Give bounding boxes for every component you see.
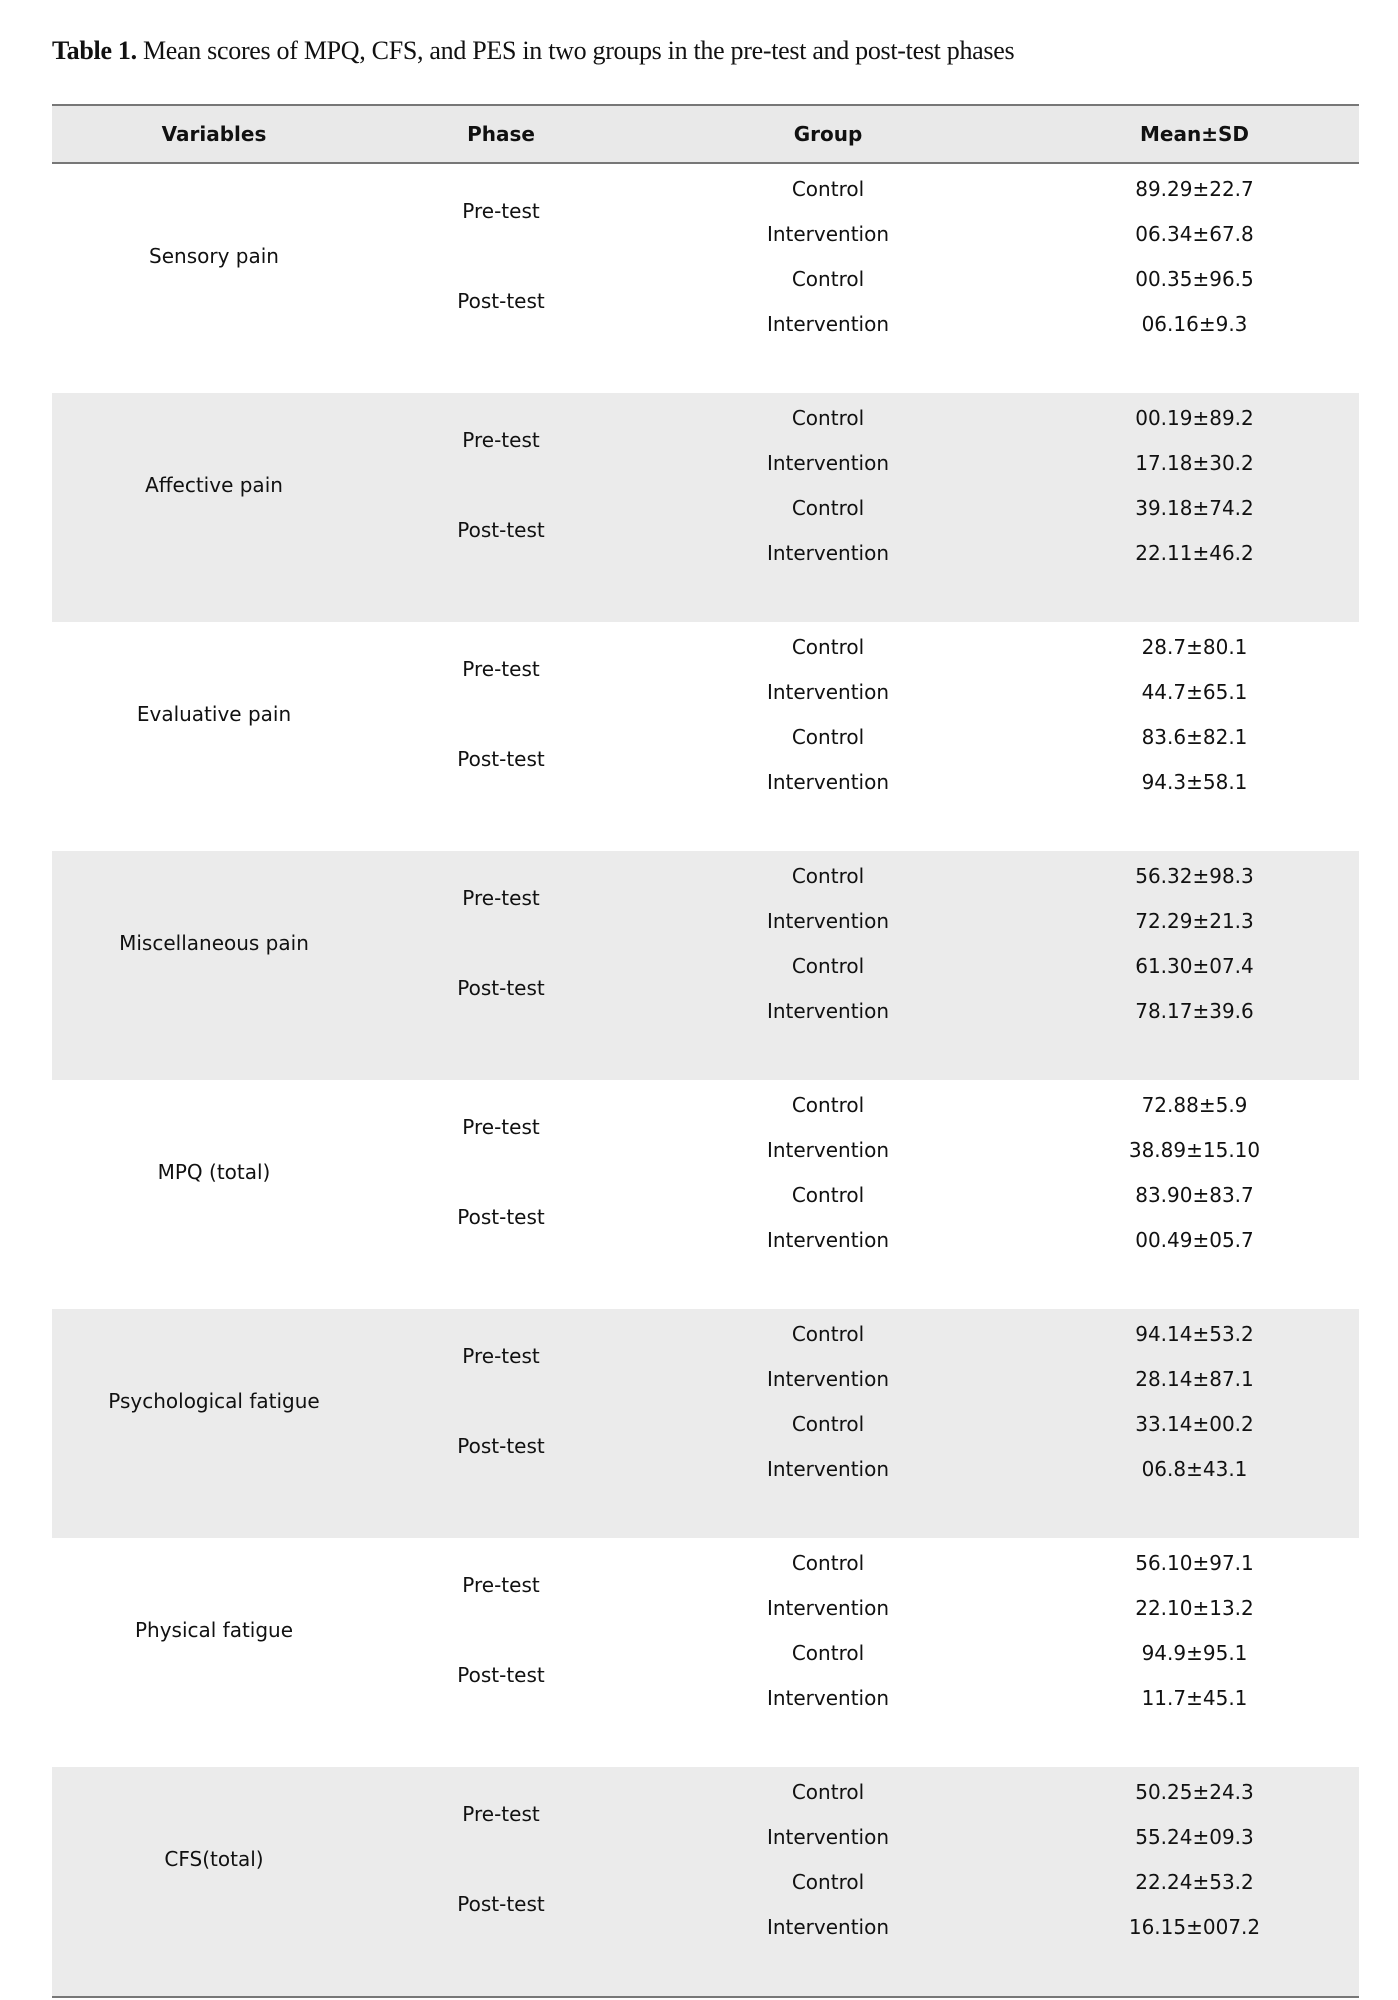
mean-sd-cell: 00.49±05.7 — [1135, 1228, 1254, 1252]
group-cell: Control — [791, 1093, 865, 1117]
table-row-group — [52, 1767, 1359, 1996]
mean-sd-cell: 94.14±53.2 — [1135, 1322, 1254, 1346]
mean-sd-cell: 17.18±30.2 — [1135, 451, 1254, 475]
table-row-group — [52, 164, 1359, 393]
group-cell: Intervention — [766, 999, 890, 1023]
mean-sd-cell: 39.18±74.2 — [1135, 496, 1254, 520]
mean-sd-cell: 50.25±24.3 — [1135, 1780, 1254, 1804]
table-row-group — [52, 1309, 1359, 1538]
mean-sd-cell: 72.29±21.3 — [1135, 909, 1254, 933]
group-cell: Intervention — [766, 1367, 890, 1391]
phase-cell: Post-test — [457, 289, 545, 313]
table-bottom-rule — [52, 1996, 1359, 1998]
variable-cell: Physical fatigue — [134, 1618, 294, 1642]
mean-sd-cell: 11.7±45.1 — [1141, 1686, 1248, 1710]
group-cell: Control — [791, 1870, 865, 1894]
group-cell: Control — [791, 725, 865, 749]
group-cell: Intervention — [766, 451, 890, 475]
table-header — [52, 104, 1359, 164]
phase-cell: Post-test — [457, 976, 545, 1000]
variable-cell: CFS(total) — [164, 1847, 264, 1871]
phase-cell: Post-test — [457, 1663, 545, 1687]
group-cell: Control — [791, 954, 865, 978]
phase-cell: Pre-test — [462, 1115, 540, 1139]
variable-cell: Affective pain — [145, 473, 283, 497]
variable-cell: MPQ (total) — [157, 1160, 271, 1184]
mean-sd-cell: 28.14±87.1 — [1135, 1367, 1254, 1391]
phase-cell: Pre-test — [462, 657, 540, 681]
variable-cell: Evaluative pain — [136, 702, 292, 726]
header-mean-sd: Mean±SD — [1140, 122, 1249, 146]
mean-sd-cell: 06.16±9.3 — [1141, 312, 1248, 336]
group-cell: Control — [791, 1412, 865, 1436]
header-group: Group — [793, 122, 863, 146]
group-cell: Intervention — [766, 770, 890, 794]
phase-cell: Pre-test — [462, 886, 540, 910]
group-cell: Intervention — [766, 312, 890, 336]
phase-cell: Pre-test — [462, 428, 540, 452]
mean-sd-cell: 00.35±96.5 — [1135, 267, 1254, 291]
table-row-group — [52, 1538, 1359, 1767]
group-cell: Intervention — [766, 1228, 890, 1252]
variable-cell: Sensory pain — [149, 244, 279, 268]
header-phase: Phase — [467, 122, 535, 146]
results-table — [52, 104, 1359, 1998]
phase-cell: Pre-test — [462, 1344, 540, 1368]
mean-sd-cell: 00.19±89.2 — [1135, 406, 1254, 430]
mean-sd-cell: 78.17±39.6 — [1135, 999, 1254, 1023]
phase-cell: Post-test — [457, 518, 545, 542]
table-row-group — [52, 393, 1359, 622]
group-cell: Control — [791, 864, 865, 888]
phase-cell: Pre-test — [462, 199, 540, 223]
phase-cell: Post-test — [457, 747, 545, 771]
group-cell: Intervention — [766, 1457, 890, 1481]
mean-sd-cell: 28.7±80.1 — [1141, 635, 1248, 659]
mean-sd-cell: 38.89±15.10 — [1128, 1138, 1261, 1162]
variable-cell: Psychological fatigue — [108, 1389, 320, 1413]
group-cell: Intervention — [766, 222, 890, 246]
mean-sd-cell: 22.11±46.2 — [1135, 541, 1254, 565]
group-cell: Control — [791, 1551, 865, 1575]
mean-sd-cell: 55.24±09.3 — [1135, 1825, 1254, 1849]
phase-cell: Pre-test — [462, 1573, 540, 1597]
mean-sd-cell: 56.10±97.1 — [1135, 1551, 1254, 1575]
group-cell: Intervention — [766, 909, 890, 933]
phase-cell: Post-test — [457, 1434, 545, 1458]
table-body — [52, 164, 1359, 1996]
mean-sd-cell: 83.90±83.7 — [1135, 1183, 1254, 1207]
group-cell: Intervention — [766, 680, 890, 704]
mean-sd-cell: 72.88±5.9 — [1141, 1093, 1248, 1117]
group-cell: Control — [791, 1183, 865, 1207]
group-cell: Control — [791, 1641, 865, 1665]
mean-sd-cell: 94.9±95.1 — [1141, 1641, 1248, 1665]
group-cell: Control — [791, 406, 865, 430]
group-cell: Control — [791, 635, 865, 659]
group-cell: Intervention — [766, 541, 890, 565]
group-cell: Intervention — [766, 1686, 890, 1710]
mean-sd-cell: 06.8±43.1 — [1141, 1457, 1248, 1481]
mean-sd-cell: 56.32±98.3 — [1135, 864, 1254, 888]
table-caption-label: Table 1. — [52, 36, 137, 65]
group-cell: Intervention — [766, 1825, 890, 1849]
mean-sd-cell: 33.14±00.2 — [1135, 1412, 1254, 1436]
group-cell: Intervention — [766, 1596, 890, 1620]
phase-cell: Post-test — [457, 1892, 545, 1916]
group-cell: Control — [791, 177, 865, 201]
table-caption-text: Mean scores of MPQ, CFS, and PES in two groups in the pre-test and post-test phases — [136, 36, 1015, 65]
group-cell: Control — [791, 496, 865, 520]
group-cell: Control — [791, 1780, 865, 1804]
table-caption — [52, 36, 1014, 66]
phase-cell: Pre-test — [462, 1802, 540, 1826]
table-row-group — [52, 1080, 1359, 1309]
mean-sd-cell: 83.6±82.1 — [1141, 725, 1248, 749]
group-cell: Control — [791, 267, 865, 291]
group-cell: Intervention — [766, 1915, 890, 1939]
mean-sd-cell: 16.15±007.2 — [1128, 1915, 1261, 1939]
mean-sd-cell: 89.29±22.7 — [1135, 177, 1254, 201]
mean-sd-cell: 61.30±07.4 — [1135, 954, 1254, 978]
phase-cell: Post-test — [457, 1205, 545, 1229]
mean-sd-cell: 22.24±53.2 — [1135, 1870, 1254, 1894]
header-variables: Variables — [161, 122, 267, 146]
mean-sd-cell: 22.10±13.2 — [1135, 1596, 1254, 1620]
table-row-group — [52, 622, 1359, 851]
group-cell: Control — [791, 1322, 865, 1346]
mean-sd-cell: 06.34±67.8 — [1135, 222, 1254, 246]
mean-sd-cell: 44.7±65.1 — [1141, 680, 1248, 704]
mean-sd-cell: 94.3±58.1 — [1141, 770, 1248, 794]
table-row-group — [52, 851, 1359, 1080]
variable-cell: Miscellaneous pain — [119, 931, 309, 955]
group-cell: Intervention — [766, 1138, 890, 1162]
